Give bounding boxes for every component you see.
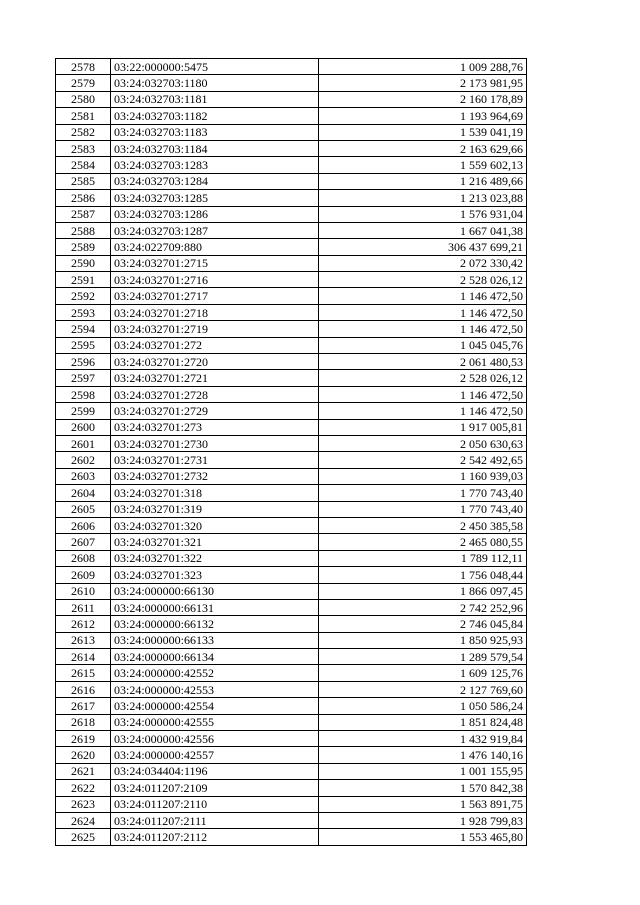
table-row bbox=[56, 222, 527, 238]
row-number-cell: 2585 bbox=[56, 173, 111, 189]
value-cell: 1 146 472,50 bbox=[319, 403, 527, 419]
value-cell: 2 528 026,12 bbox=[319, 370, 527, 386]
table-row bbox=[56, 681, 527, 697]
value-cell: 2 746 045,84 bbox=[319, 616, 527, 632]
cadastral-number-cell: 03:22:000000:5475 bbox=[111, 59, 319, 75]
cadastral-number-cell: 03:24:000000:66130 bbox=[111, 583, 319, 599]
row-number-cell: 2613 bbox=[56, 632, 111, 648]
value-cell: 1 146 472,50 bbox=[319, 386, 527, 402]
value-cell: 1 216 489,66 bbox=[319, 173, 527, 189]
cadastral-number-cell: 03:24:032703:1184 bbox=[111, 140, 319, 156]
row-number-cell: 2590 bbox=[56, 255, 111, 271]
row-number-cell: 2605 bbox=[56, 501, 111, 517]
row-number-cell: 2612 bbox=[56, 616, 111, 632]
table-row bbox=[56, 468, 527, 484]
table-row bbox=[56, 75, 527, 91]
table-row bbox=[56, 501, 527, 517]
value-cell: 1 009 288,76 bbox=[319, 59, 527, 75]
table-row bbox=[56, 796, 527, 812]
table-row bbox=[56, 632, 527, 648]
cadastral-number-cell: 03:24:000000:42556 bbox=[111, 731, 319, 747]
table-row bbox=[56, 485, 527, 501]
table-row bbox=[56, 173, 527, 189]
row-number-cell: 2623 bbox=[56, 796, 111, 812]
value-cell: 2 061 480,53 bbox=[319, 354, 527, 370]
cadastral-number-cell: 03:24:000000:42557 bbox=[111, 747, 319, 763]
table-body bbox=[56, 59, 527, 846]
cadastral-number-cell: 03:24:011207:2109 bbox=[111, 780, 319, 796]
table-row bbox=[56, 780, 527, 796]
row-number-cell: 2615 bbox=[56, 665, 111, 681]
cadastral-number-cell: 03:24:032701:272 bbox=[111, 337, 319, 353]
row-number-cell: 2610 bbox=[56, 583, 111, 599]
row-number-cell: 2600 bbox=[56, 419, 111, 435]
table-row bbox=[56, 714, 527, 730]
table-row bbox=[56, 747, 527, 763]
table-row bbox=[56, 403, 527, 419]
row-number-cell: 2597 bbox=[56, 370, 111, 386]
cadastral-number-cell: 03:24:032701:2717 bbox=[111, 288, 319, 304]
value-cell: 2 742 252,96 bbox=[319, 599, 527, 615]
row-number-cell: 2593 bbox=[56, 304, 111, 320]
table-row bbox=[56, 550, 527, 566]
row-number-cell: 2578 bbox=[56, 59, 111, 75]
value-cell: 1 553 465,80 bbox=[319, 829, 527, 845]
cadastral-number-cell: 03:24:000000:42554 bbox=[111, 698, 319, 714]
cadastral-number-cell: 03:24:000000:66131 bbox=[111, 599, 319, 615]
row-number-cell: 2606 bbox=[56, 517, 111, 533]
cadastral-number-cell: 03:24:032703:1285 bbox=[111, 190, 319, 206]
cadastral-number-cell: 03:24:032701:319 bbox=[111, 501, 319, 517]
cadastral-number-cell: 03:24:011207:2110 bbox=[111, 796, 319, 812]
table-row bbox=[56, 599, 527, 615]
value-cell: 1 160 939,03 bbox=[319, 468, 527, 484]
value-cell: 2 465 080,55 bbox=[319, 534, 527, 550]
table-row bbox=[56, 649, 527, 665]
row-number-cell: 2601 bbox=[56, 435, 111, 451]
row-number-cell: 2599 bbox=[56, 403, 111, 419]
cadastral-number-cell: 03:24:032701:2719 bbox=[111, 321, 319, 337]
row-number-cell: 2581 bbox=[56, 108, 111, 124]
table-row bbox=[56, 288, 527, 304]
row-number-cell: 2580 bbox=[56, 91, 111, 107]
row-number-cell: 2583 bbox=[56, 140, 111, 156]
table-row bbox=[56, 354, 527, 370]
cadastral-number-cell: 03:24:032701:2730 bbox=[111, 435, 319, 451]
value-cell: 2 160 178,89 bbox=[319, 91, 527, 107]
value-cell: 1 928 799,83 bbox=[319, 812, 527, 828]
table-row bbox=[56, 616, 527, 632]
row-number-cell: 2587 bbox=[56, 206, 111, 222]
value-cell: 1 576 931,04 bbox=[319, 206, 527, 222]
table-row bbox=[56, 698, 527, 714]
value-cell: 2 450 385,58 bbox=[319, 517, 527, 533]
row-number-cell: 2588 bbox=[56, 222, 111, 238]
table-row bbox=[56, 190, 527, 206]
value-cell: 1 563 891,75 bbox=[319, 796, 527, 812]
cadastral-number-cell: 03:24:032701:2728 bbox=[111, 386, 319, 402]
cadastral-number-cell: 03:24:032701:323 bbox=[111, 567, 319, 583]
cadastral-number-cell: 03:24:032701:2732 bbox=[111, 468, 319, 484]
table-row bbox=[56, 124, 527, 140]
value-cell: 2 528 026,12 bbox=[319, 272, 527, 288]
table-row bbox=[56, 370, 527, 386]
row-number-cell: 2596 bbox=[56, 354, 111, 370]
value-cell: 1 213 023,88 bbox=[319, 190, 527, 206]
table-row bbox=[56, 419, 527, 435]
value-cell: 2 072 330,42 bbox=[319, 255, 527, 271]
value-cell: 2 173 981,95 bbox=[319, 75, 527, 91]
value-cell: 1 770 743,40 bbox=[319, 501, 527, 517]
value-cell: 1 851 824,48 bbox=[319, 714, 527, 730]
table-row bbox=[56, 337, 527, 353]
table-row bbox=[56, 435, 527, 451]
table-row bbox=[56, 157, 527, 173]
cadastral-number-cell: 03:24:000000:66132 bbox=[111, 616, 319, 632]
value-cell: 1 850 925,93 bbox=[319, 632, 527, 648]
row-number-cell: 2625 bbox=[56, 829, 111, 845]
table-row bbox=[56, 452, 527, 468]
row-number-cell: 2598 bbox=[56, 386, 111, 402]
value-cell: 1 756 048,44 bbox=[319, 567, 527, 583]
row-number-cell: 2591 bbox=[56, 272, 111, 288]
row-number-cell: 2614 bbox=[56, 649, 111, 665]
value-cell: 1 789 112,11 bbox=[319, 550, 527, 566]
table-row bbox=[56, 731, 527, 747]
row-number-cell: 2592 bbox=[56, 288, 111, 304]
table-row bbox=[56, 239, 527, 255]
row-number-cell: 2618 bbox=[56, 714, 111, 730]
value-cell: 1 001 155,95 bbox=[319, 763, 527, 779]
value-cell: 1 609 125,76 bbox=[319, 665, 527, 681]
value-cell: 1 917 005,81 bbox=[319, 419, 527, 435]
value-cell: 1 559 602,13 bbox=[319, 157, 527, 173]
value-cell: 1 476 140,16 bbox=[319, 747, 527, 763]
value-cell: 1 432 919,84 bbox=[319, 731, 527, 747]
cadastral-number-cell: 03:24:032701:2720 bbox=[111, 354, 319, 370]
cadastral-number-cell: 03:24:032703:1182 bbox=[111, 108, 319, 124]
row-number-cell: 2604 bbox=[56, 485, 111, 501]
value-cell: 2 127 769,60 bbox=[319, 681, 527, 697]
row-number-cell: 2589 bbox=[56, 239, 111, 255]
table-row bbox=[56, 255, 527, 271]
cadastral-number-cell: 03:24:000000:42553 bbox=[111, 681, 319, 697]
value-cell: 1 866 097,45 bbox=[319, 583, 527, 599]
cadastral-number-cell: 03:24:032703:1180 bbox=[111, 75, 319, 91]
value-cell: 1 146 472,50 bbox=[319, 321, 527, 337]
cadastral-number-cell: 03:24:032703:1183 bbox=[111, 124, 319, 140]
row-number-cell: 2579 bbox=[56, 75, 111, 91]
cadastral-number-cell: 03:24:032701:322 bbox=[111, 550, 319, 566]
cadastral-value-table bbox=[55, 58, 527, 846]
value-cell: 1 770 743,40 bbox=[319, 485, 527, 501]
row-number-cell: 2609 bbox=[56, 567, 111, 583]
value-cell: 1 289 579,54 bbox=[319, 649, 527, 665]
value-cell: 306 437 699,21 bbox=[319, 239, 527, 255]
row-number-cell: 2582 bbox=[56, 124, 111, 140]
cadastral-number-cell: 03:24:000000:66133 bbox=[111, 632, 319, 648]
cadastral-number-cell: 03:24:000000:42555 bbox=[111, 714, 319, 730]
row-number-cell: 2607 bbox=[56, 534, 111, 550]
table-row bbox=[56, 321, 527, 337]
value-cell: 1 667 041,38 bbox=[319, 222, 527, 238]
table-row bbox=[56, 567, 527, 583]
table-row bbox=[56, 534, 527, 550]
row-number-cell: 2603 bbox=[56, 468, 111, 484]
row-number-cell: 2624 bbox=[56, 812, 111, 828]
row-number-cell: 2584 bbox=[56, 157, 111, 173]
value-cell: 2 163 629,66 bbox=[319, 140, 527, 156]
table-row bbox=[56, 812, 527, 828]
cadastral-number-cell: 03:24:032701:2731 bbox=[111, 452, 319, 468]
cadastral-number-cell: 03:24:032703:1286 bbox=[111, 206, 319, 222]
table-row bbox=[56, 91, 527, 107]
table-row bbox=[56, 386, 527, 402]
value-cell: 1 570 842,38 bbox=[319, 780, 527, 796]
cadastral-number-cell: 03:24:032703:1284 bbox=[111, 173, 319, 189]
cadastral-number-cell: 03:24:032703:1287 bbox=[111, 222, 319, 238]
cadastral-number-cell: 03:24:032703:1181 bbox=[111, 91, 319, 107]
cadastral-number-cell: 03:24:000000:66134 bbox=[111, 649, 319, 665]
row-number-cell: 2586 bbox=[56, 190, 111, 206]
value-cell: 1 193 964,69 bbox=[319, 108, 527, 124]
cadastral-number-cell: 03:24:032701:321 bbox=[111, 534, 319, 550]
cadastral-number-cell: 03:24:032703:1283 bbox=[111, 157, 319, 173]
cadastral-number-cell: 03:24:032701:273 bbox=[111, 419, 319, 435]
cadastral-number-cell: 03:24:032701:2729 bbox=[111, 403, 319, 419]
cadastral-number-cell: 03:24:011207:2112 bbox=[111, 829, 319, 845]
cadastral-number-cell: 03:24:032701:2721 bbox=[111, 370, 319, 386]
cadastral-number-cell: 03:24:032701:2718 bbox=[111, 304, 319, 320]
row-number-cell: 2619 bbox=[56, 731, 111, 747]
value-cell: 2 050 630,63 bbox=[319, 435, 527, 451]
value-cell: 1 146 472,50 bbox=[319, 288, 527, 304]
value-cell: 1 045 045,76 bbox=[319, 337, 527, 353]
cadastral-number-cell: 03:24:011207:2111 bbox=[111, 812, 319, 828]
table-row bbox=[56, 829, 527, 845]
cadastral-number-cell: 03:24:032701:320 bbox=[111, 517, 319, 533]
table-row bbox=[56, 763, 527, 779]
row-number-cell: 2611 bbox=[56, 599, 111, 615]
table-row bbox=[56, 140, 527, 156]
row-number-cell: 2595 bbox=[56, 337, 111, 353]
row-number-cell: 2617 bbox=[56, 698, 111, 714]
row-number-cell: 2602 bbox=[56, 452, 111, 468]
row-number-cell: 2621 bbox=[56, 763, 111, 779]
table-row bbox=[56, 665, 527, 681]
row-number-cell: 2608 bbox=[56, 550, 111, 566]
value-cell: 1 539 041,19 bbox=[319, 124, 527, 140]
value-cell: 1 050 586,24 bbox=[319, 698, 527, 714]
row-number-cell: 2616 bbox=[56, 681, 111, 697]
table-row bbox=[56, 272, 527, 288]
cadastral-number-cell: 03:24:034404:1196 bbox=[111, 763, 319, 779]
table-row bbox=[56, 304, 527, 320]
cadastral-number-cell: 03:24:032701:318 bbox=[111, 485, 319, 501]
value-cell: 1 146 472,50 bbox=[319, 304, 527, 320]
row-number-cell: 2622 bbox=[56, 780, 111, 796]
cadastral-number-cell: 03:24:022709:880 bbox=[111, 239, 319, 255]
cadastral-number-cell: 03:24:032701:2715 bbox=[111, 255, 319, 271]
value-cell: 2 542 492,65 bbox=[319, 452, 527, 468]
table-row bbox=[56, 583, 527, 599]
cadastral-number-cell: 03:24:032701:2716 bbox=[111, 272, 319, 288]
cadastral-number-cell: 03:24:000000:42552 bbox=[111, 665, 319, 681]
row-number-cell: 2620 bbox=[56, 747, 111, 763]
row-number-cell: 2594 bbox=[56, 321, 111, 337]
table-row bbox=[56, 59, 527, 75]
table-row bbox=[56, 517, 527, 533]
table-row bbox=[56, 206, 527, 222]
table-row bbox=[56, 108, 527, 124]
